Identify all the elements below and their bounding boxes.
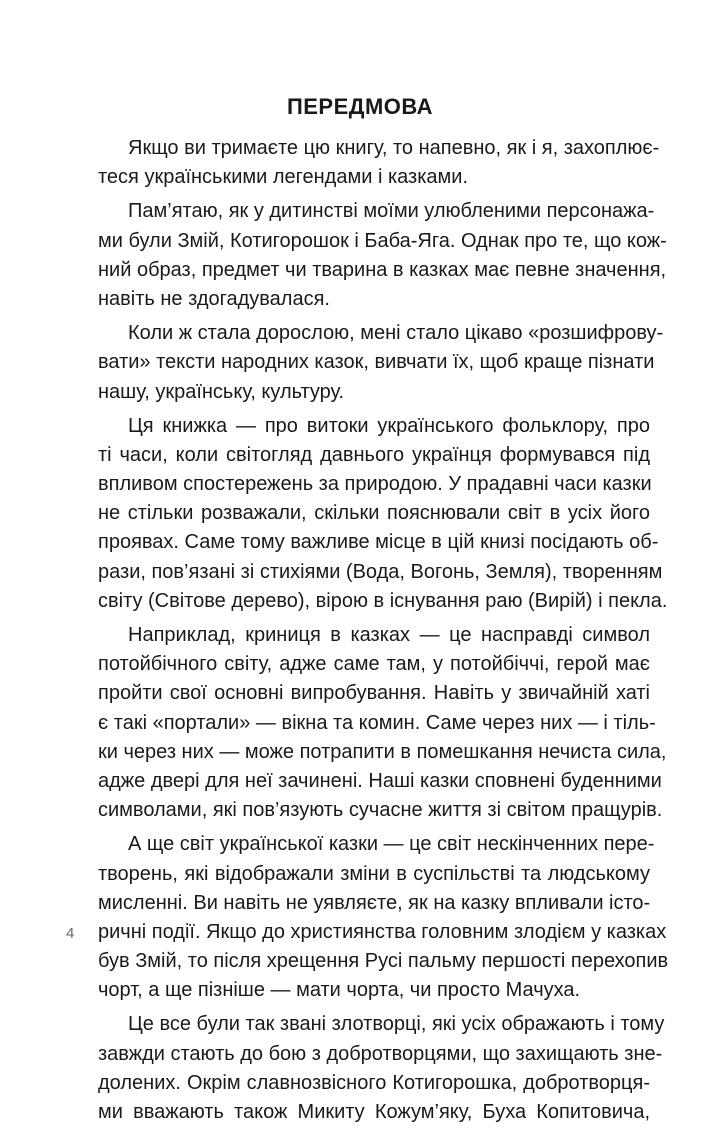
text-line: долених. Окрім славнозвісного Котигорошка, добротворця-	[98, 1071, 650, 1094]
text-line: світу (Світове дерево), вірою в існування раю (Вирій) і пекла.	[98, 589, 668, 612]
page-title: ПЕРЕДМОВА	[286, 93, 434, 119]
paragraph	[98, 412, 668, 616]
text-line: ки через них — може потрапити в помешкання нечиста сила,	[98, 740, 667, 763]
paragraph	[98, 621, 667, 825]
text-line: потойбічного світу, адже саме там, у потойбіччі, герой має	[98, 653, 650, 676]
text-line: вати» тексти народних казок, вивчати їх, щоб краще пізнати	[98, 351, 655, 374]
paragraph	[98, 319, 664, 407]
text-line: Наприклад, криниця в казках — це насправді символ	[128, 624, 650, 646]
paragraph	[98, 830, 669, 1005]
text-line: мисленні. Ви навіть не уявляєте, як на казку впливали істо-	[98, 891, 651, 914]
text-line: завжди стають до бою з добротворцями, що захищають зне-	[98, 1042, 663, 1065]
text-line: теся українськими легендами і казками.	[98, 166, 468, 189]
text-line: А ще світ української казки — це світ нескінченних пере-	[128, 833, 655, 856]
text-line: чорт, а ще пізніше — мати чорта, чи просто Мачуха.	[98, 979, 581, 1002]
text-line: не стільки розважали, скільки пояснювали світ в усіх його	[98, 502, 650, 525]
page-number: 4	[66, 925, 75, 942]
text-line: пройти свої основні випробування. Навіть у звичайній хаті	[98, 682, 650, 705]
text-line: є такі «портали» — вікна та комин. Саме через них — і тіль-	[98, 711, 656, 734]
text-line: нашу, українську, культуру.	[98, 380, 345, 403]
text-line: Коли ж стала дорослою, мені стало цікаво «розшифрову-	[128, 322, 664, 345]
text-line: був Змій, то після хрещення Русі пальму першості перехопив	[98, 950, 669, 973]
text-line: Це все були так звані злотворці, які усіх ображають і тому	[128, 1013, 665, 1036]
text-line: проявах. Саме тому важливе місце в цій книзі посідають об-	[98, 531, 659, 554]
text-line: Пам’ятаю, як у дитинстві моїми улюбленими персонажа-	[128, 200, 655, 223]
text-line: символами, які пов’язують сучасне життя зі світом пращурів.	[98, 799, 663, 822]
text-line: адже двері для неї зачинені. Наші казки сповнені буденними	[98, 769, 662, 792]
text-line: ті часи, коли світогляд давнього українця формувався під	[98, 443, 650, 466]
text-line: Якщо ви тримаєте цю книгу, то напевно, як і я, захоплює-	[128, 137, 660, 159]
text-line: ний образ, предмет чи тварина в казках має певне значення,	[98, 258, 667, 281]
text-line: ричні події. Якщо до християнства головним злодієм у казках	[98, 920, 667, 943]
text-line: ми вважають також Микиту Кожум’яку, Буха Копитовича,	[98, 1101, 650, 1123]
text-line: Ця книжка — про витоки українського фольклору, про	[128, 414, 650, 437]
text-line: навіть не здогадувалася.	[98, 287, 330, 310]
text-line: творень, які відображали зміни в суспільстві та людському	[98, 862, 650, 885]
text-line: впливом спостережень за природою. У прадавні часи казки	[98, 473, 652, 496]
paragraph	[98, 134, 660, 192]
text-line: рази, пов’язані зі стихіями (Вода, Вогонь, Земля), творенням	[98, 560, 663, 583]
body-text	[98, 134, 669, 1132]
paragraph	[98, 1010, 665, 1127]
text-line: ми були Змій, Котигорошок і Баба-Яга. Однак про те, що кож-	[98, 229, 667, 252]
paragraph	[98, 197, 667, 314]
